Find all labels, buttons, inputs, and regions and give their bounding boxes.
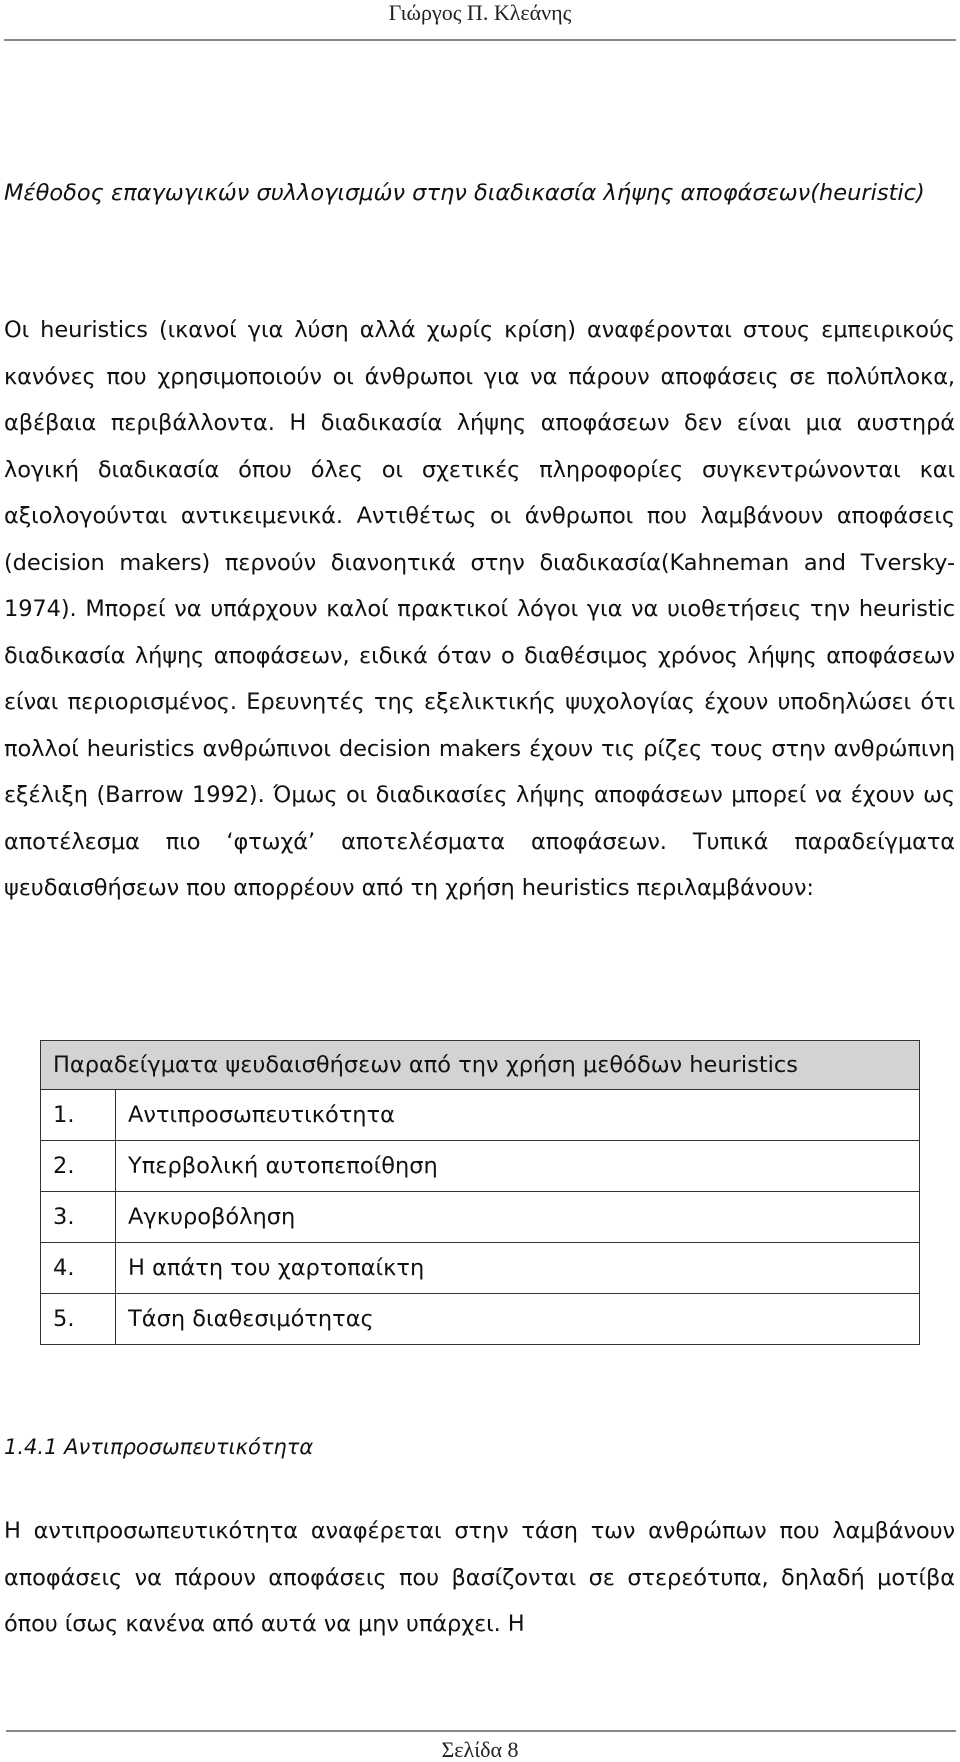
row-number: 3. [41, 1192, 116, 1243]
page-number: Σελίδα 8 [441, 1737, 519, 1762]
running-header: Γιώργος Π. Κλεάνης [388, 0, 572, 25]
row-label: Υπερβολική αυτοπεποίθηση [116, 1141, 920, 1192]
table-row [41, 1243, 920, 1294]
footer-rule [6, 1730, 956, 1732]
row-label: Η απάτη του χαρτοπαίκτη [116, 1243, 920, 1294]
row-label: Αγκυροβόληση [116, 1192, 920, 1243]
table-title: Παραδείγματα ψευδαισθήσεων από την χρήση μεθόδων heuristics [41, 1041, 920, 1090]
row-number: 2. [41, 1141, 116, 1192]
subsection-title: 1.4.1 Αντιπροσωπευτικότητα [4, 1435, 314, 1459]
heuristics-table [40, 1040, 920, 1345]
table-row [41, 1294, 920, 1345]
table-row [41, 1141, 920, 1192]
section-title: Μέθοδος επαγωγικών συλλογισμών στην διαδικασία λήψης αποφάσεων(heuristic) [4, 180, 925, 206]
row-label: Τάση διαθεσιμότητας [116, 1294, 920, 1345]
subsection-paragraph: Η αντιπροσωπευτικότητα αναφέρεται στην τάση των ανθρώπων που λαμβάνουν αποφάσεις να πάρουν αποφάσεις που βασίζονται σε στερεότυπα, δηλαδή μοτίβα όπου ίσως κανένα από αυτά να μην υπάρχει. Η [4, 1518, 955, 1637]
section-paragraph: Οι heuristics (ικανοί για λύση αλλά χωρίς κρίση) αναφέρονται στους εμπειρικούς κανόνες που χρησιμοποιούν οι άνθρωποι για να πάρουν αποφάσεις σε πολύπλοκα, αβέβαια περιβάλλοντα. Η διαδικασία λήψης αποφάσεων δεν είναι μια αυστηρά λογική διαδικασία όπου όλες οι σχετικές πληροφορίες συγκεντρώνονται και αξιολογούνται αντικειμενικά. Αντιθέτως οι άνθρωποι που λαμβάνουν αποφάσεις (decision makers) περνούν διανοητικά στην διαδικασία(Kahneman and Tversky-1974). Μπορεί να υπάρχουν καλοί πρακτικοί λόγοι για να υιοθετήσεις την heuristic διαδικασία λήψης αποφάσεων, ειδικά όταν ο διαθέσιμος χρόνος λήψης αποφάσεων είναι περιορισμένος. Ερευνητές της εξελικτικής ψυχολογίας έχουν υποδηλώσει ότι πολλοί heuristics ανθρώπινοι decision makers έχουν τις ρίζες τους στην ανθρώπινη εξέλιξη (Barrow 1992). Όμως οι διαδικασίες λήψης αποφάσεων μπορεί να έχουν ως αποτέλεσμα πιο ‘φτωχά’ αποτελέσματα αποφάσεων. Τυπικά παραδείγματα ψευδαισθήσεων που απορρέουν από τη χρήση heuristics περιλαμβάνουν: [4, 317, 955, 901]
row-number: 1. [41, 1090, 116, 1141]
row-number: 4. [41, 1243, 116, 1294]
row-number: 5. [41, 1294, 116, 1345]
row-label: Αντιπροσωπευτικότητα [116, 1090, 920, 1141]
header-rule [4, 39, 956, 41]
table-row [41, 1090, 920, 1141]
table-row [41, 1192, 920, 1243]
table-header-row [41, 1041, 920, 1090]
